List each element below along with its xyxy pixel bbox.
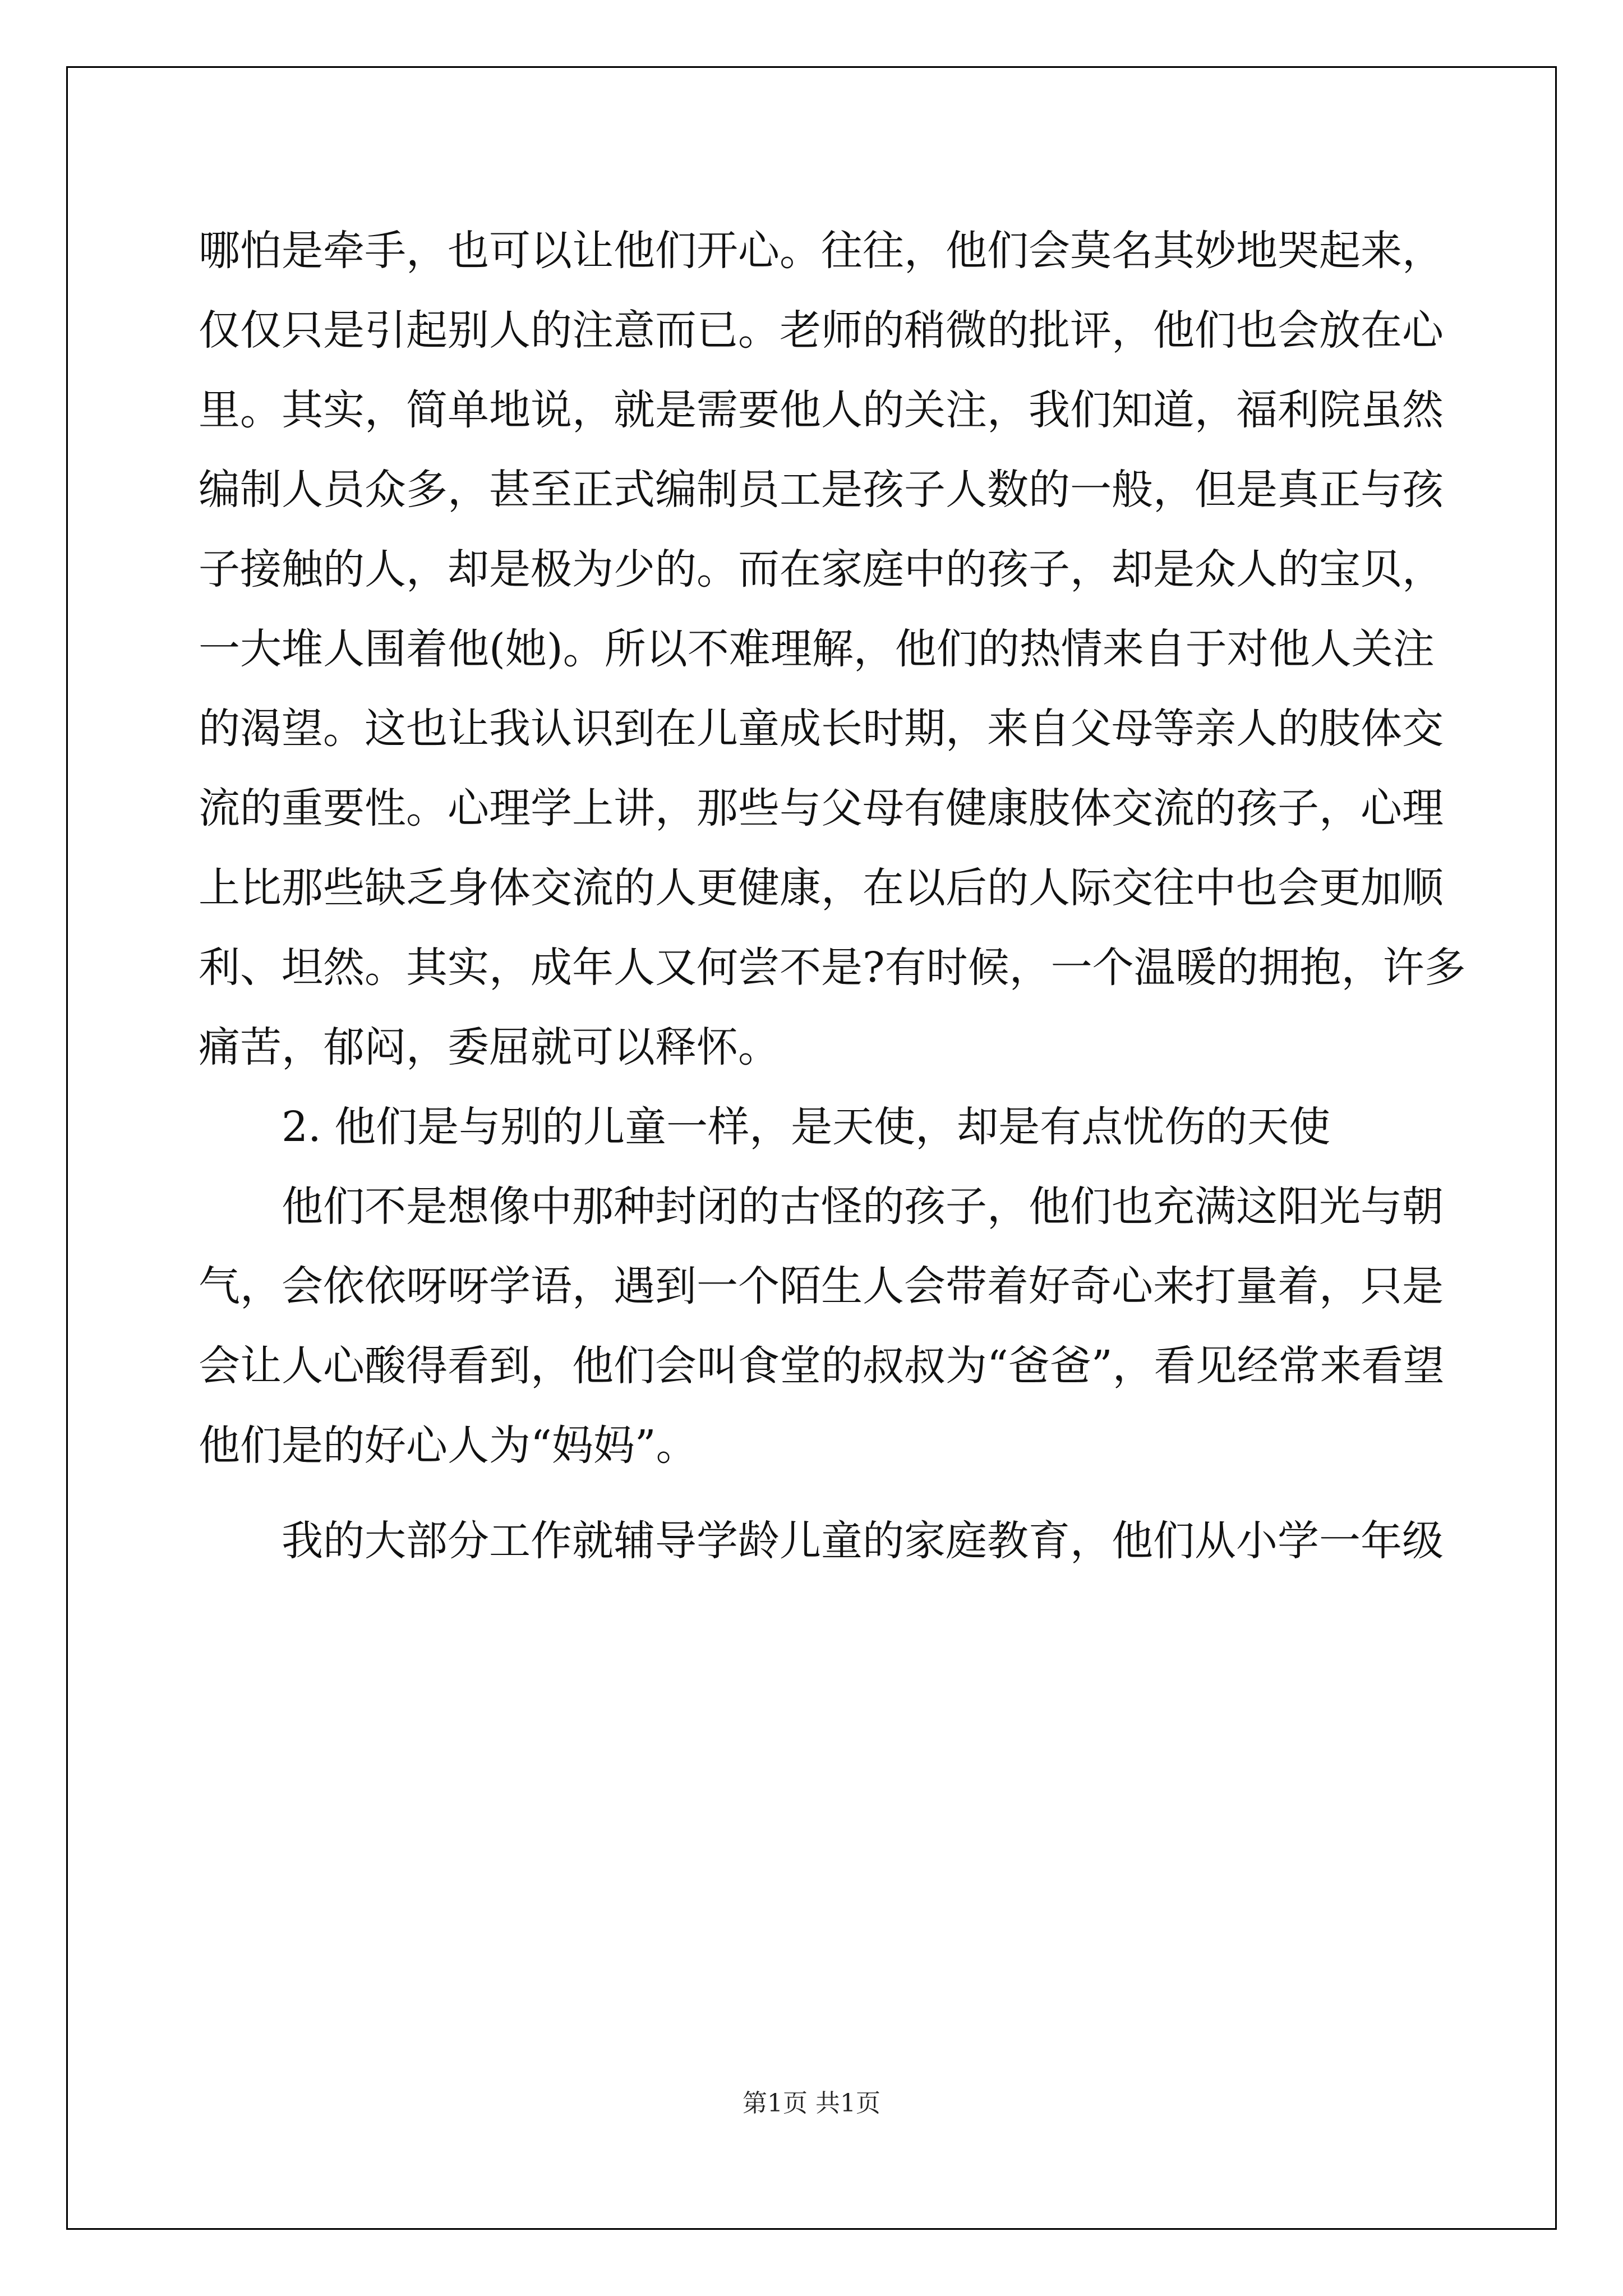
text-line: 会让人心酸得看到，他们会叫食堂的叔叔为“爸爸”，看见经常来看望 [199,1342,1445,1390]
text-line: 上比那些缺乏身体交流的人更健康，在以后的人际交往中也会更加顺 [199,864,1444,912]
text-line: 他们不是想像中那种封闭的古怪的孩子，他们也充满这阳光与朝 [282,1182,1444,1231]
text-line: 编制人员众多，甚至正式编制员工是孩子人数的一般，但是真正与孩 [199,466,1444,514]
text-line: 流的重要性。心理学上讲，那些与父母有健康肢体交流的孩子，心理 [199,784,1444,832]
text-line: 仅仅只是引起别人的注意而已。老师的稍微的批评，他们也会放在心 [199,306,1444,355]
text-line: 的渴望。这也让我认识到在儿童成长时期，来自父母等亲人的肢体交 [199,705,1444,753]
text-line: 我的大部分工作就辅导学龄儿童的家庭教育，他们从小学一年级 [282,1517,1444,1565]
text-line: 一大堆人围着他(她)。所以不难理解，他们的热情来自于对他人关注 [199,625,1435,673]
text-line: 里。其实，简单地说，就是需要他人的关注，我们知道，福利院虽然 [199,386,1444,434]
text-line: 子接触的人，却是极为少的。而在家庭中的孩子，却是众人的宝贝， [199,545,1444,593]
page-footer: 第1页 共1页 [743,2089,880,2118]
text-line: 他们是的好心人为“妈妈”。 [199,1421,698,1470]
section-heading: 2. 他们是与别的儿童一样，是天使，却是有点忧伤的天使 [282,1103,1331,1151]
text-line: 哪怕是牵手，也可以让他们开心。往往，他们会莫名其妙地哭起来， [199,227,1444,275]
text-line: 利、坦然。其实，成年人又何尝不是?有时候，一个温暖的拥抱，许多 [199,944,1466,992]
text-line: 痛苦，郁闷，委屈就可以释怀。 [199,1023,780,1071]
text-line: 气，会依依呀呀学语，遇到一个陌生人会带着好奇心来打量着，只是 [199,1262,1444,1310]
